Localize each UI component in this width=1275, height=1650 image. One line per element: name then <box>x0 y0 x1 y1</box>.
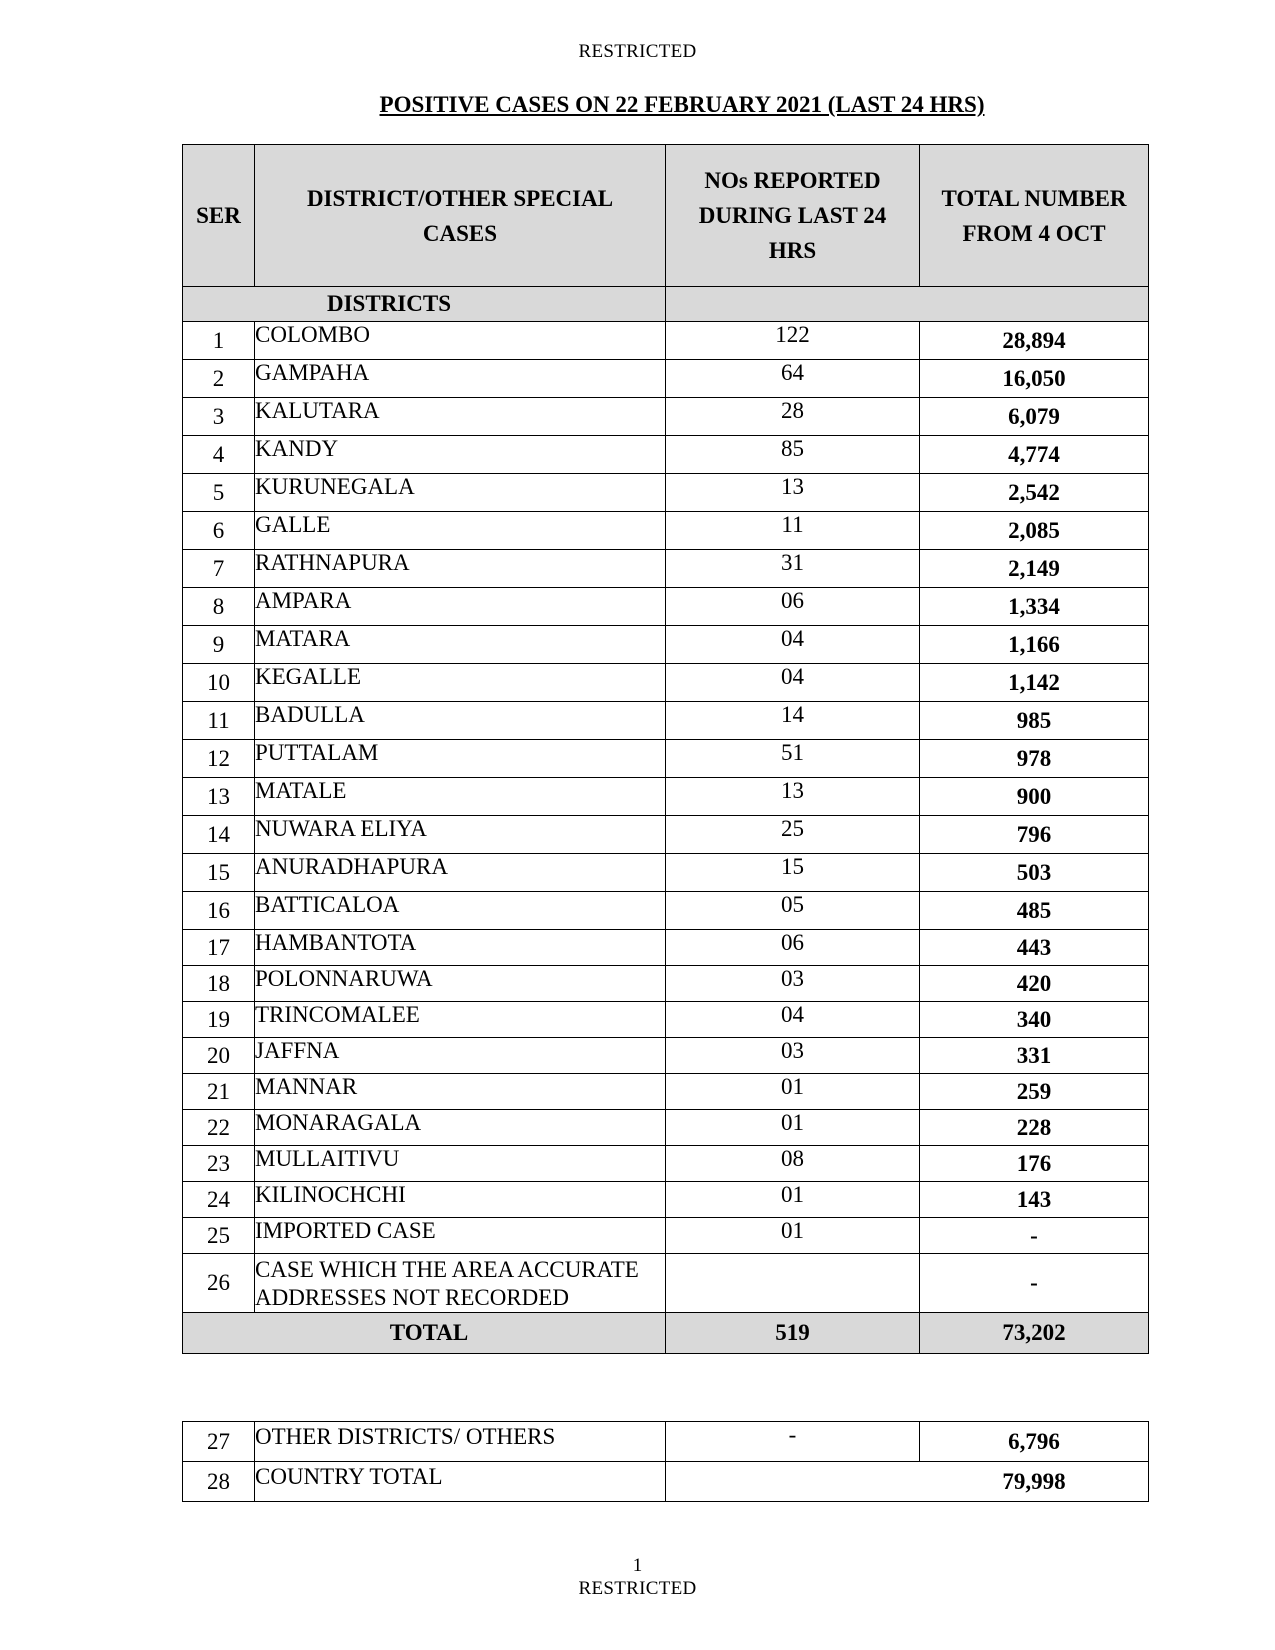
row-ser: 27 <box>183 1422 255 1462</box>
row-ser: 16 <box>183 892 255 930</box>
header-ser: SER <box>183 145 255 287</box>
row-name: KANDY <box>255 436 666 474</box>
row-last-24: 122 <box>666 322 920 360</box>
row-total: 985 <box>920 702 1149 740</box>
row-last-24: 01 <box>666 1218 920 1254</box>
row-name: NUWARA ELIYA <box>255 816 666 854</box>
row-name: GALLE <box>255 512 666 550</box>
row-name: HAMBANTOTA <box>255 930 666 966</box>
row-total: 2,542 <box>920 474 1149 512</box>
table-row <box>183 588 1149 626</box>
row-ser: 8 <box>183 588 255 626</box>
table-row <box>183 1038 1149 1074</box>
row-last-24: 01 <box>666 1182 920 1218</box>
row-name: BATTICALOA <box>255 892 666 930</box>
row-ser: 13 <box>183 778 255 816</box>
row-last-24: 04 <box>666 626 920 664</box>
row-name: GAMPAHA <box>255 360 666 398</box>
row-name: MANNAR <box>255 1074 666 1110</box>
document-title: POSITIVE CASES ON 22 FEBRUARY 2021 (LAST 24 HRS) <box>379 92 985 117</box>
row-name: KALUTARA <box>255 398 666 436</box>
row-total: 143 <box>920 1182 1149 1218</box>
row-name: POLONNARUWA <box>255 966 666 1002</box>
other-cases-table <box>182 1421 1149 1502</box>
row-name: ANURADHAPURA <box>255 854 666 892</box>
row-name: AMPARA <box>255 588 666 626</box>
row-last-24 <box>666 1254 920 1313</box>
row-last-24: 13 <box>666 474 920 512</box>
row-last-24: 01 <box>666 1074 920 1110</box>
table-row <box>183 1074 1149 1110</box>
table-row <box>183 740 1149 778</box>
row-last-24: 15 <box>666 854 920 892</box>
row-name: JAFFNA <box>255 1038 666 1074</box>
row-total: 331 <box>920 1038 1149 1074</box>
row-last-24: 06 <box>666 588 920 626</box>
row-total: 2,149 <box>920 550 1149 588</box>
country-total-value: 79,998 <box>666 1462 1149 1502</box>
row-ser: 11 <box>183 702 255 740</box>
row-last-24: 64 <box>666 360 920 398</box>
row-name: BADULLA <box>255 702 666 740</box>
table-row <box>183 1146 1149 1182</box>
row-name: MATALE <box>255 778 666 816</box>
row-last-24: 31 <box>666 550 920 588</box>
table-row-other-districts <box>183 1422 1149 1462</box>
row-last-24: 08 <box>666 1146 920 1182</box>
table-row <box>183 966 1149 1002</box>
table-row <box>183 1254 1149 1313</box>
row-total: 978 <box>920 740 1149 778</box>
row-total: 443 <box>920 930 1149 966</box>
header-last-24-hrs: NOs REPORTED DURING LAST 24 HRS <box>666 145 920 287</box>
row-name: MONARAGALA <box>255 1110 666 1146</box>
row-last-24: 13 <box>666 778 920 816</box>
page-number: 1 <box>632 1555 643 1576</box>
row-total: 6,079 <box>920 398 1149 436</box>
row-total: 259 <box>920 1074 1149 1110</box>
table-row <box>183 930 1149 966</box>
row-name: KURUNEGALA <box>255 474 666 512</box>
classification-header: RESTRICTED <box>578 41 697 62</box>
cases-table <box>182 144 1149 1354</box>
row-total: 503 <box>920 854 1149 892</box>
row-last-24: 03 <box>666 966 920 1002</box>
row-name: MATARA <box>255 626 666 664</box>
row-ser: 26 <box>183 1254 255 1313</box>
row-ser: 19 <box>183 1002 255 1038</box>
row-name: COUNTRY TOTAL <box>255 1462 666 1502</box>
table-row <box>183 474 1149 512</box>
row-total: 420 <box>920 966 1149 1002</box>
row-name: TRINCOMALEE <box>255 1002 666 1038</box>
header-total-from-4-oct: TOTAL NUMBER FROM 4 OCT <box>920 145 1149 287</box>
row-total: 1,166 <box>920 626 1149 664</box>
row-total: - <box>920 1218 1149 1254</box>
row-ser: 5 <box>183 474 255 512</box>
row-ser: 2 <box>183 360 255 398</box>
row-last-24: - <box>666 1422 920 1462</box>
row-ser: 4 <box>183 436 255 474</box>
classification-footer: RESTRICTED <box>578 1578 697 1599</box>
row-total: 6,796 <box>920 1422 1149 1462</box>
row-ser: 3 <box>183 398 255 436</box>
row-name: KILINOCHCHI <box>255 1182 666 1218</box>
table-row <box>183 398 1149 436</box>
header-district: DISTRICT/OTHER SPECIAL CASES <box>255 145 666 287</box>
row-ser: 22 <box>183 1110 255 1146</box>
row-total: 2,085 <box>920 512 1149 550</box>
row-total: 796 <box>920 816 1149 854</box>
row-last-24: 04 <box>666 1002 920 1038</box>
table-row <box>183 854 1149 892</box>
table-row <box>183 816 1149 854</box>
table-row <box>183 512 1149 550</box>
table-row <box>183 550 1149 588</box>
row-name: IMPORTED CASE <box>255 1218 666 1254</box>
row-total: 228 <box>920 1110 1149 1146</box>
row-ser: 18 <box>183 966 255 1002</box>
row-total: 1,142 <box>920 664 1149 702</box>
total-label: TOTAL <box>183 1313 666 1354</box>
row-ser: 28 <box>183 1462 255 1502</box>
row-total: 28,894 <box>920 322 1149 360</box>
section-row-districts <box>183 287 1149 322</box>
table-row <box>183 436 1149 474</box>
row-ser: 23 <box>183 1146 255 1182</box>
row-last-24: 01 <box>666 1110 920 1146</box>
table-row <box>183 1110 1149 1146</box>
row-name: OTHER DISTRICTS/ OTHERS <box>255 1422 666 1462</box>
row-last-24: 11 <box>666 512 920 550</box>
row-total: 16,050 <box>920 360 1149 398</box>
total-cumulative: 73,202 <box>920 1313 1149 1354</box>
total-last-24: 519 <box>666 1313 920 1354</box>
row-last-24: 05 <box>666 892 920 930</box>
table-row <box>183 702 1149 740</box>
row-total: 900 <box>920 778 1149 816</box>
row-last-24: 28 <box>666 398 920 436</box>
row-ser: 12 <box>183 740 255 778</box>
row-last-24: 14 <box>666 702 920 740</box>
table-row <box>183 322 1149 360</box>
row-ser: 21 <box>183 1074 255 1110</box>
row-ser: 20 <box>183 1038 255 1074</box>
row-last-24: 25 <box>666 816 920 854</box>
row-total: 340 <box>920 1002 1149 1038</box>
row-ser: 25 <box>183 1218 255 1254</box>
row-last-24: 85 <box>666 436 920 474</box>
row-total: - <box>920 1254 1149 1313</box>
row-ser: 1 <box>183 322 255 360</box>
table-row <box>183 664 1149 702</box>
section-empty-cell <box>666 287 1149 322</box>
total-row <box>183 1313 1149 1354</box>
row-name: COLOMBO <box>255 322 666 360</box>
row-ser: 15 <box>183 854 255 892</box>
row-ser: 24 <box>183 1182 255 1218</box>
row-total: 176 <box>920 1146 1149 1182</box>
table-row <box>183 1218 1149 1254</box>
table-row-country-total <box>183 1462 1149 1502</box>
table-row <box>183 1002 1149 1038</box>
table-row <box>183 778 1149 816</box>
row-total: 4,774 <box>920 436 1149 474</box>
row-name: CASE WHICH THE AREA ACCURATE ADDRESSES NOT RECORDED <box>255 1254 666 1313</box>
row-ser: 7 <box>183 550 255 588</box>
table-row <box>183 892 1149 930</box>
row-name: PUTTALAM <box>255 740 666 778</box>
row-name: RATHNAPURA <box>255 550 666 588</box>
table-row <box>183 1182 1149 1218</box>
row-ser: 17 <box>183 930 255 966</box>
row-last-24: 03 <box>666 1038 920 1074</box>
table-row <box>183 360 1149 398</box>
row-name: MULLAITIVU <box>255 1146 666 1182</box>
row-name: KEGALLE <box>255 664 666 702</box>
row-ser: 14 <box>183 816 255 854</box>
row-ser: 9 <box>183 626 255 664</box>
section-label: DISTRICTS <box>183 287 666 322</box>
row-last-24: 51 <box>666 740 920 778</box>
table-header-row <box>183 145 1149 287</box>
row-last-24: 04 <box>666 664 920 702</box>
row-ser: 6 <box>183 512 255 550</box>
row-ser: 10 <box>183 664 255 702</box>
row-last-24: 06 <box>666 930 920 966</box>
row-total: 485 <box>920 892 1149 930</box>
table-row <box>183 626 1149 664</box>
row-total: 1,334 <box>920 588 1149 626</box>
